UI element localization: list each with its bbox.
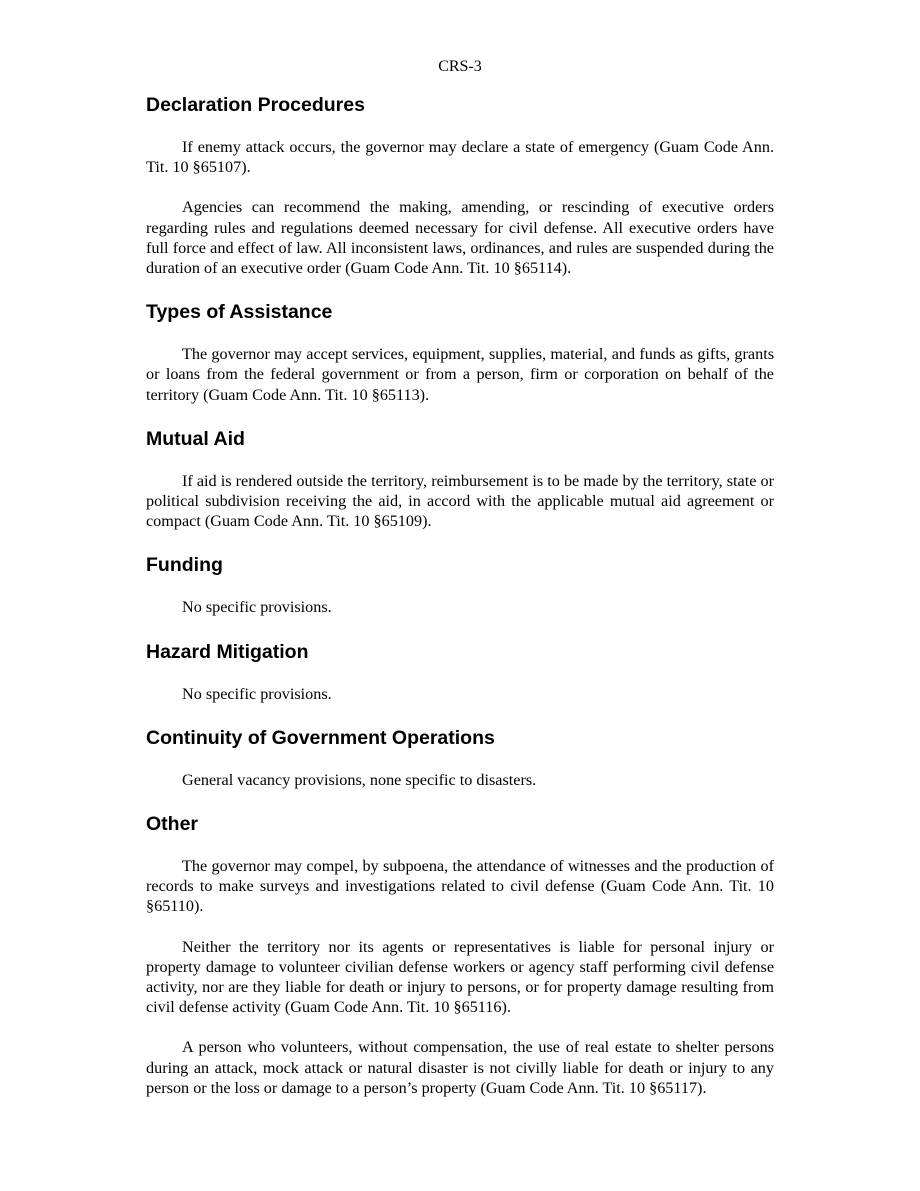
body-paragraph: If enemy attack occurs, the governor may declare a state of emergency (Guam Code Ann. Tit. 10 §65107). <box>146 138 774 177</box>
section-heading: Other <box>146 813 199 836</box>
section-continuity-of-government <box>146 726 774 790</box>
body-paragraph: The governor may compel, by subpoena, the attendance of witnesses and the production of records to make surveys and investigations related to civil defense (Guam Code Ann. Tit. 10 §65110). <box>146 857 774 916</box>
section-heading: Types of Assistance <box>146 301 333 324</box>
section-mutual-aid <box>146 427 774 532</box>
section-heading: Hazard Mitigation <box>146 640 309 663</box>
section-heading: Declaration Procedures <box>146 94 365 116</box>
body-paragraph: A person who volunteers, without compensation, the use of real estate to shelter persons during an attack, mock attack or natural disaster is not civilly liable for death or injury to any person or the loss or damage to a person’s property (Guam Code Ann. Tit. 10 §65117). <box>146 1038 774 1097</box>
body-paragraph: Agencies can recommend the making, amending, or rescinding of executive orders regarding rules and regulations deemed necessary for civil defense. All executive orders have full force and effect of law. All inconsistent laws, ordinances, and rules are suspended during the duration of an executive order (Guam Code Ann. Tit. 10 §65114). <box>146 198 774 278</box>
section-heading: Mutual Aid <box>146 427 245 450</box>
page-number-header: CRS-3 <box>438 58 482 75</box>
section-heading: Funding <box>146 554 223 577</box>
section-declaration-procedures <box>146 93 774 278</box>
document-body <box>146 93 774 1118</box>
body-paragraph: General vacancy provisions, none specific to disasters. <box>182 770 537 789</box>
section-hazard-mitigation <box>146 640 774 704</box>
section-other <box>146 812 774 1098</box>
body-paragraph: No specific provisions. <box>182 684 332 703</box>
section-funding <box>146 553 774 617</box>
body-paragraph: No specific provisions. <box>182 598 332 617</box>
body-paragraph: Neither the territory nor its agents or representatives is liable for personal injury or property damage to volunteer civilian defense workers or agency staff performing civil defense activity, nor are they liable for death or injury to persons, or for property damage resulting from civil defense activity (Guam Code Ann. Tit. 10 §65116). <box>146 937 774 1017</box>
body-paragraph: If aid is rendered outside the territory, reimbursement is to be made by the territory, state or political subdivision receiving the aid, in accord with the applicable mutual aid agreement or compact (Guam Code Ann. Tit. 10 §65109). <box>146 471 774 531</box>
section-heading: Continuity of Government Operations <box>146 726 495 749</box>
body-paragraph: The governor may accept services, equipment, supplies, material, and funds as gifts, grants or loans from the federal government or from a person, firm or corporation on behalf of the territory (Guam Code Ann. Tit. 10 §65113). <box>146 345 774 404</box>
section-types-of-assistance <box>146 300 774 405</box>
